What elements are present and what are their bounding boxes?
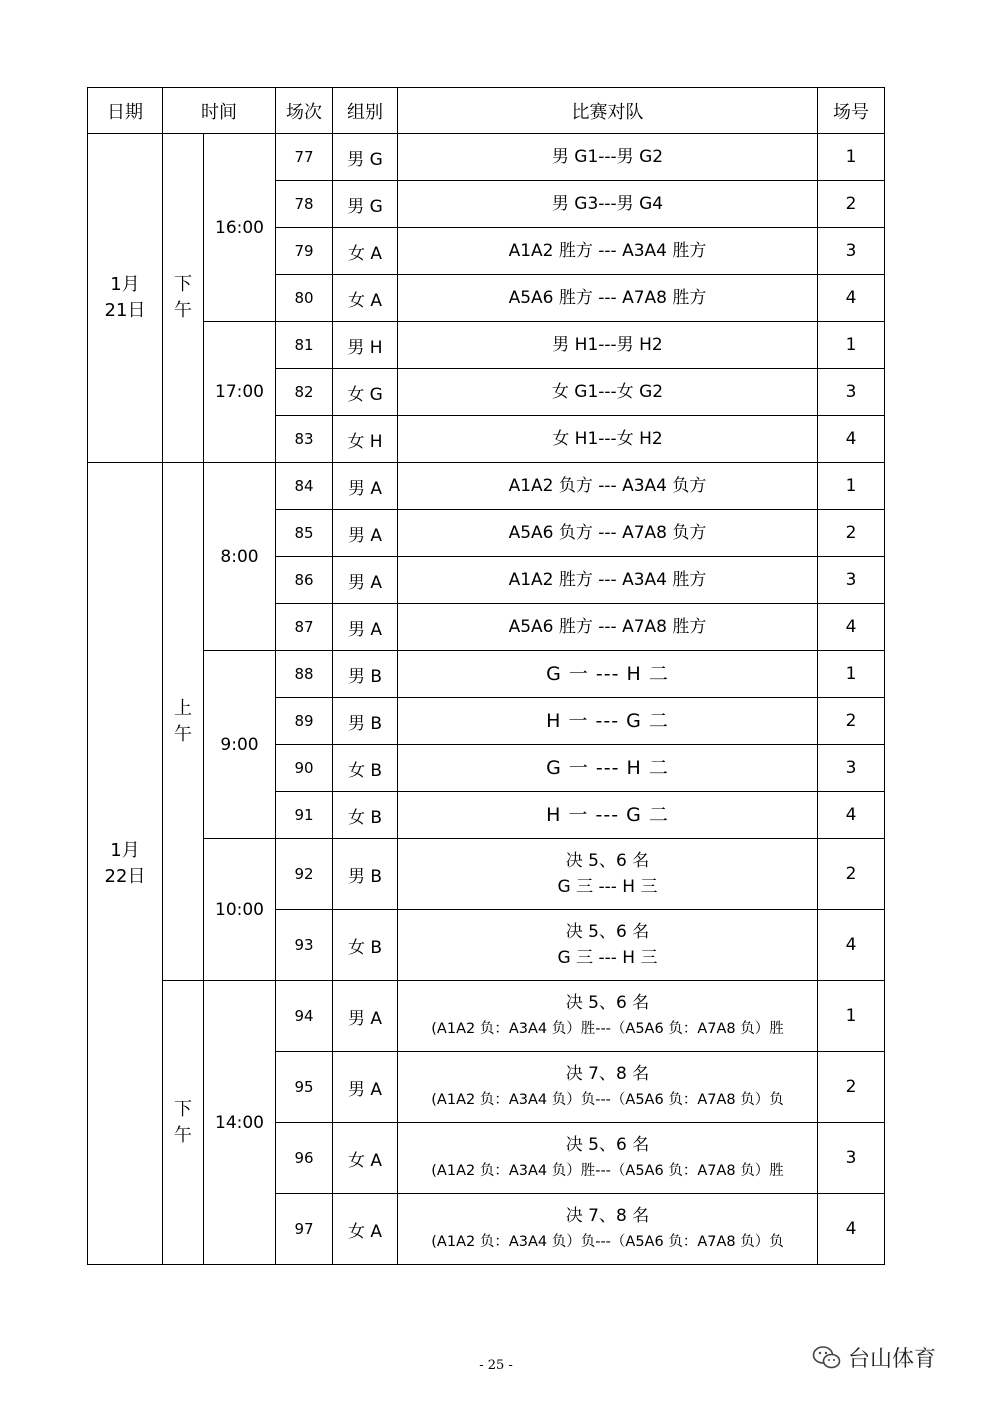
header-court: 场号 xyxy=(818,88,885,134)
period-cell: 上 午 xyxy=(163,463,204,981)
match-no: 89 xyxy=(276,698,333,745)
teams-cell: A1A2 胜方 --- A3A4 胜方 xyxy=(398,228,818,275)
teams-cell: 决 5、6 名 G 三 --- H 三 xyxy=(398,839,818,910)
court-cell: 2 xyxy=(818,839,885,910)
court-cell: 1 xyxy=(818,651,885,698)
court-cell: 1 xyxy=(818,134,885,181)
court-cell: 3 xyxy=(818,228,885,275)
match-no: 84 xyxy=(276,463,333,510)
time-cell: 17:00 xyxy=(204,322,276,463)
header-group: 组别 xyxy=(333,88,398,134)
group-cell: 女 B xyxy=(333,910,398,981)
group-cell: 男 A xyxy=(333,463,398,510)
header-date: 日期 xyxy=(88,88,163,134)
table-row xyxy=(88,463,885,510)
group-cell: 女 A xyxy=(333,275,398,322)
group-cell: 男 B xyxy=(333,839,398,910)
teams-cell: A5A6 负方 --- A7A8 负方 xyxy=(398,510,818,557)
match-no: 82 xyxy=(276,369,333,416)
wechat-icon xyxy=(812,1345,842,1371)
table-row xyxy=(88,322,885,369)
teams-cell: G 一 --- H 二 xyxy=(398,651,818,698)
group-cell: 女 A xyxy=(333,1123,398,1194)
header-teams: 比赛对队 xyxy=(398,88,818,134)
group-cell: 女 B xyxy=(333,792,398,839)
group-cell: 女 G xyxy=(333,369,398,416)
court-cell: 1 xyxy=(818,981,885,1052)
group-cell: 女 H xyxy=(333,416,398,463)
court-cell: 4 xyxy=(818,604,885,651)
group-cell: 女 A xyxy=(333,228,398,275)
court-cell: 4 xyxy=(818,1194,885,1265)
match-no: 79 xyxy=(276,228,333,275)
court-cell: 2 xyxy=(818,1052,885,1123)
teams-cell: H 一 --- G 二 xyxy=(398,792,818,839)
match-no: 97 xyxy=(276,1194,333,1265)
time-cell: 8:00 xyxy=(204,463,276,651)
match-no: 93 xyxy=(276,910,333,981)
court-cell: 2 xyxy=(818,510,885,557)
match-no: 83 xyxy=(276,416,333,463)
court-cell: 4 xyxy=(818,416,885,463)
match-no: 80 xyxy=(276,275,333,322)
match-no: 85 xyxy=(276,510,333,557)
group-cell: 男 G xyxy=(333,181,398,228)
group-cell: 男 A xyxy=(333,981,398,1052)
teams-cell: A1A2 负方 --- A3A4 负方 xyxy=(398,463,818,510)
group-cell: 男 G xyxy=(333,134,398,181)
header-time: 时间 xyxy=(163,88,276,134)
teams-cell: 决 5、6 名 G 三 --- H 三 xyxy=(398,910,818,981)
match-no: 90 xyxy=(276,745,333,792)
watermark xyxy=(812,1342,936,1373)
group-cell: 男 A xyxy=(333,1052,398,1123)
match-no: 95 xyxy=(276,1052,333,1123)
group-cell: 男 A xyxy=(333,557,398,604)
match-no: 92 xyxy=(276,839,333,910)
group-cell: 男 A xyxy=(333,510,398,557)
group-cell: 男 A xyxy=(333,604,398,651)
match-no: 77 xyxy=(276,134,333,181)
header-row xyxy=(88,88,885,134)
match-no: 86 xyxy=(276,557,333,604)
court-cell: 4 xyxy=(818,275,885,322)
table-row xyxy=(88,651,885,698)
table-row xyxy=(88,134,885,181)
court-cell: 3 xyxy=(818,1123,885,1194)
period-cell: 下 午 xyxy=(163,981,204,1265)
table-row xyxy=(88,981,885,1052)
court-cell: 3 xyxy=(818,369,885,416)
teams-cell: A5A6 胜方 --- A7A8 胜方 xyxy=(398,604,818,651)
group-cell: 男 H xyxy=(333,322,398,369)
match-no: 87 xyxy=(276,604,333,651)
period-cell: 下 午 xyxy=(163,134,204,463)
teams-cell: 决 5、6 名 (A1A2 负：A3A4 负）胜---（A5A6 负：A7A8 负）胜 xyxy=(398,981,818,1052)
court-cell: 4 xyxy=(818,792,885,839)
match-no: 96 xyxy=(276,1123,333,1194)
court-cell: 1 xyxy=(818,463,885,510)
teams-cell: G 一 --- H 二 xyxy=(398,745,818,792)
table-row xyxy=(88,839,885,910)
date-cell: 1月 22日 xyxy=(88,463,163,1265)
teams-cell: 男 G1---男 G2 xyxy=(398,134,818,181)
group-cell: 女 B xyxy=(333,745,398,792)
teams-cell: 决 7、8 名 (A1A2 负：A3A4 负）负---（A5A6 负：A7A8 负）负 xyxy=(398,1194,818,1265)
group-cell: 女 A xyxy=(333,1194,398,1265)
teams-cell: 决 5、6 名 (A1A2 负：A3A4 负）胜---（A5A6 负：A7A8 负）胜 xyxy=(398,1123,818,1194)
teams-cell: A1A2 胜方 --- A3A4 胜方 xyxy=(398,557,818,604)
court-cell: 3 xyxy=(818,745,885,792)
group-cell: 男 B xyxy=(333,698,398,745)
match-no: 91 xyxy=(276,792,333,839)
group-cell: 男 B xyxy=(333,651,398,698)
teams-cell: 女 H1---女 H2 xyxy=(398,416,818,463)
schedule-table xyxy=(87,87,885,1265)
court-cell: 1 xyxy=(818,322,885,369)
match-no: 94 xyxy=(276,981,333,1052)
teams-cell: 女 G1---女 G2 xyxy=(398,369,818,416)
match-no: 78 xyxy=(276,181,333,228)
teams-cell: 男 H1---男 H2 xyxy=(398,322,818,369)
page-number: - 25 - xyxy=(479,1358,513,1373)
teams-cell: 决 7、8 名 (A1A2 负：A3A4 负）负---（A5A6 负：A7A8 负）负 xyxy=(398,1052,818,1123)
court-cell: 3 xyxy=(818,557,885,604)
teams-cell: H 一 --- G 二 xyxy=(398,698,818,745)
teams-cell: 男 G3---男 G4 xyxy=(398,181,818,228)
time-cell: 9:00 xyxy=(204,651,276,839)
watermark-text: 台山体育 xyxy=(848,1347,937,1372)
match-no: 88 xyxy=(276,651,333,698)
teams-cell: A5A6 胜方 --- A7A8 胜方 xyxy=(398,275,818,322)
time-cell: 16:00 xyxy=(204,134,276,322)
header-match-no: 场次 xyxy=(276,88,333,134)
court-cell: 4 xyxy=(818,910,885,981)
time-cell: 14:00 xyxy=(204,981,276,1265)
court-cell: 2 xyxy=(818,181,885,228)
date-cell: 1月 21日 xyxy=(88,134,163,463)
match-no: 81 xyxy=(276,322,333,369)
court-cell: 2 xyxy=(818,698,885,745)
time-cell: 10:00 xyxy=(204,839,276,981)
